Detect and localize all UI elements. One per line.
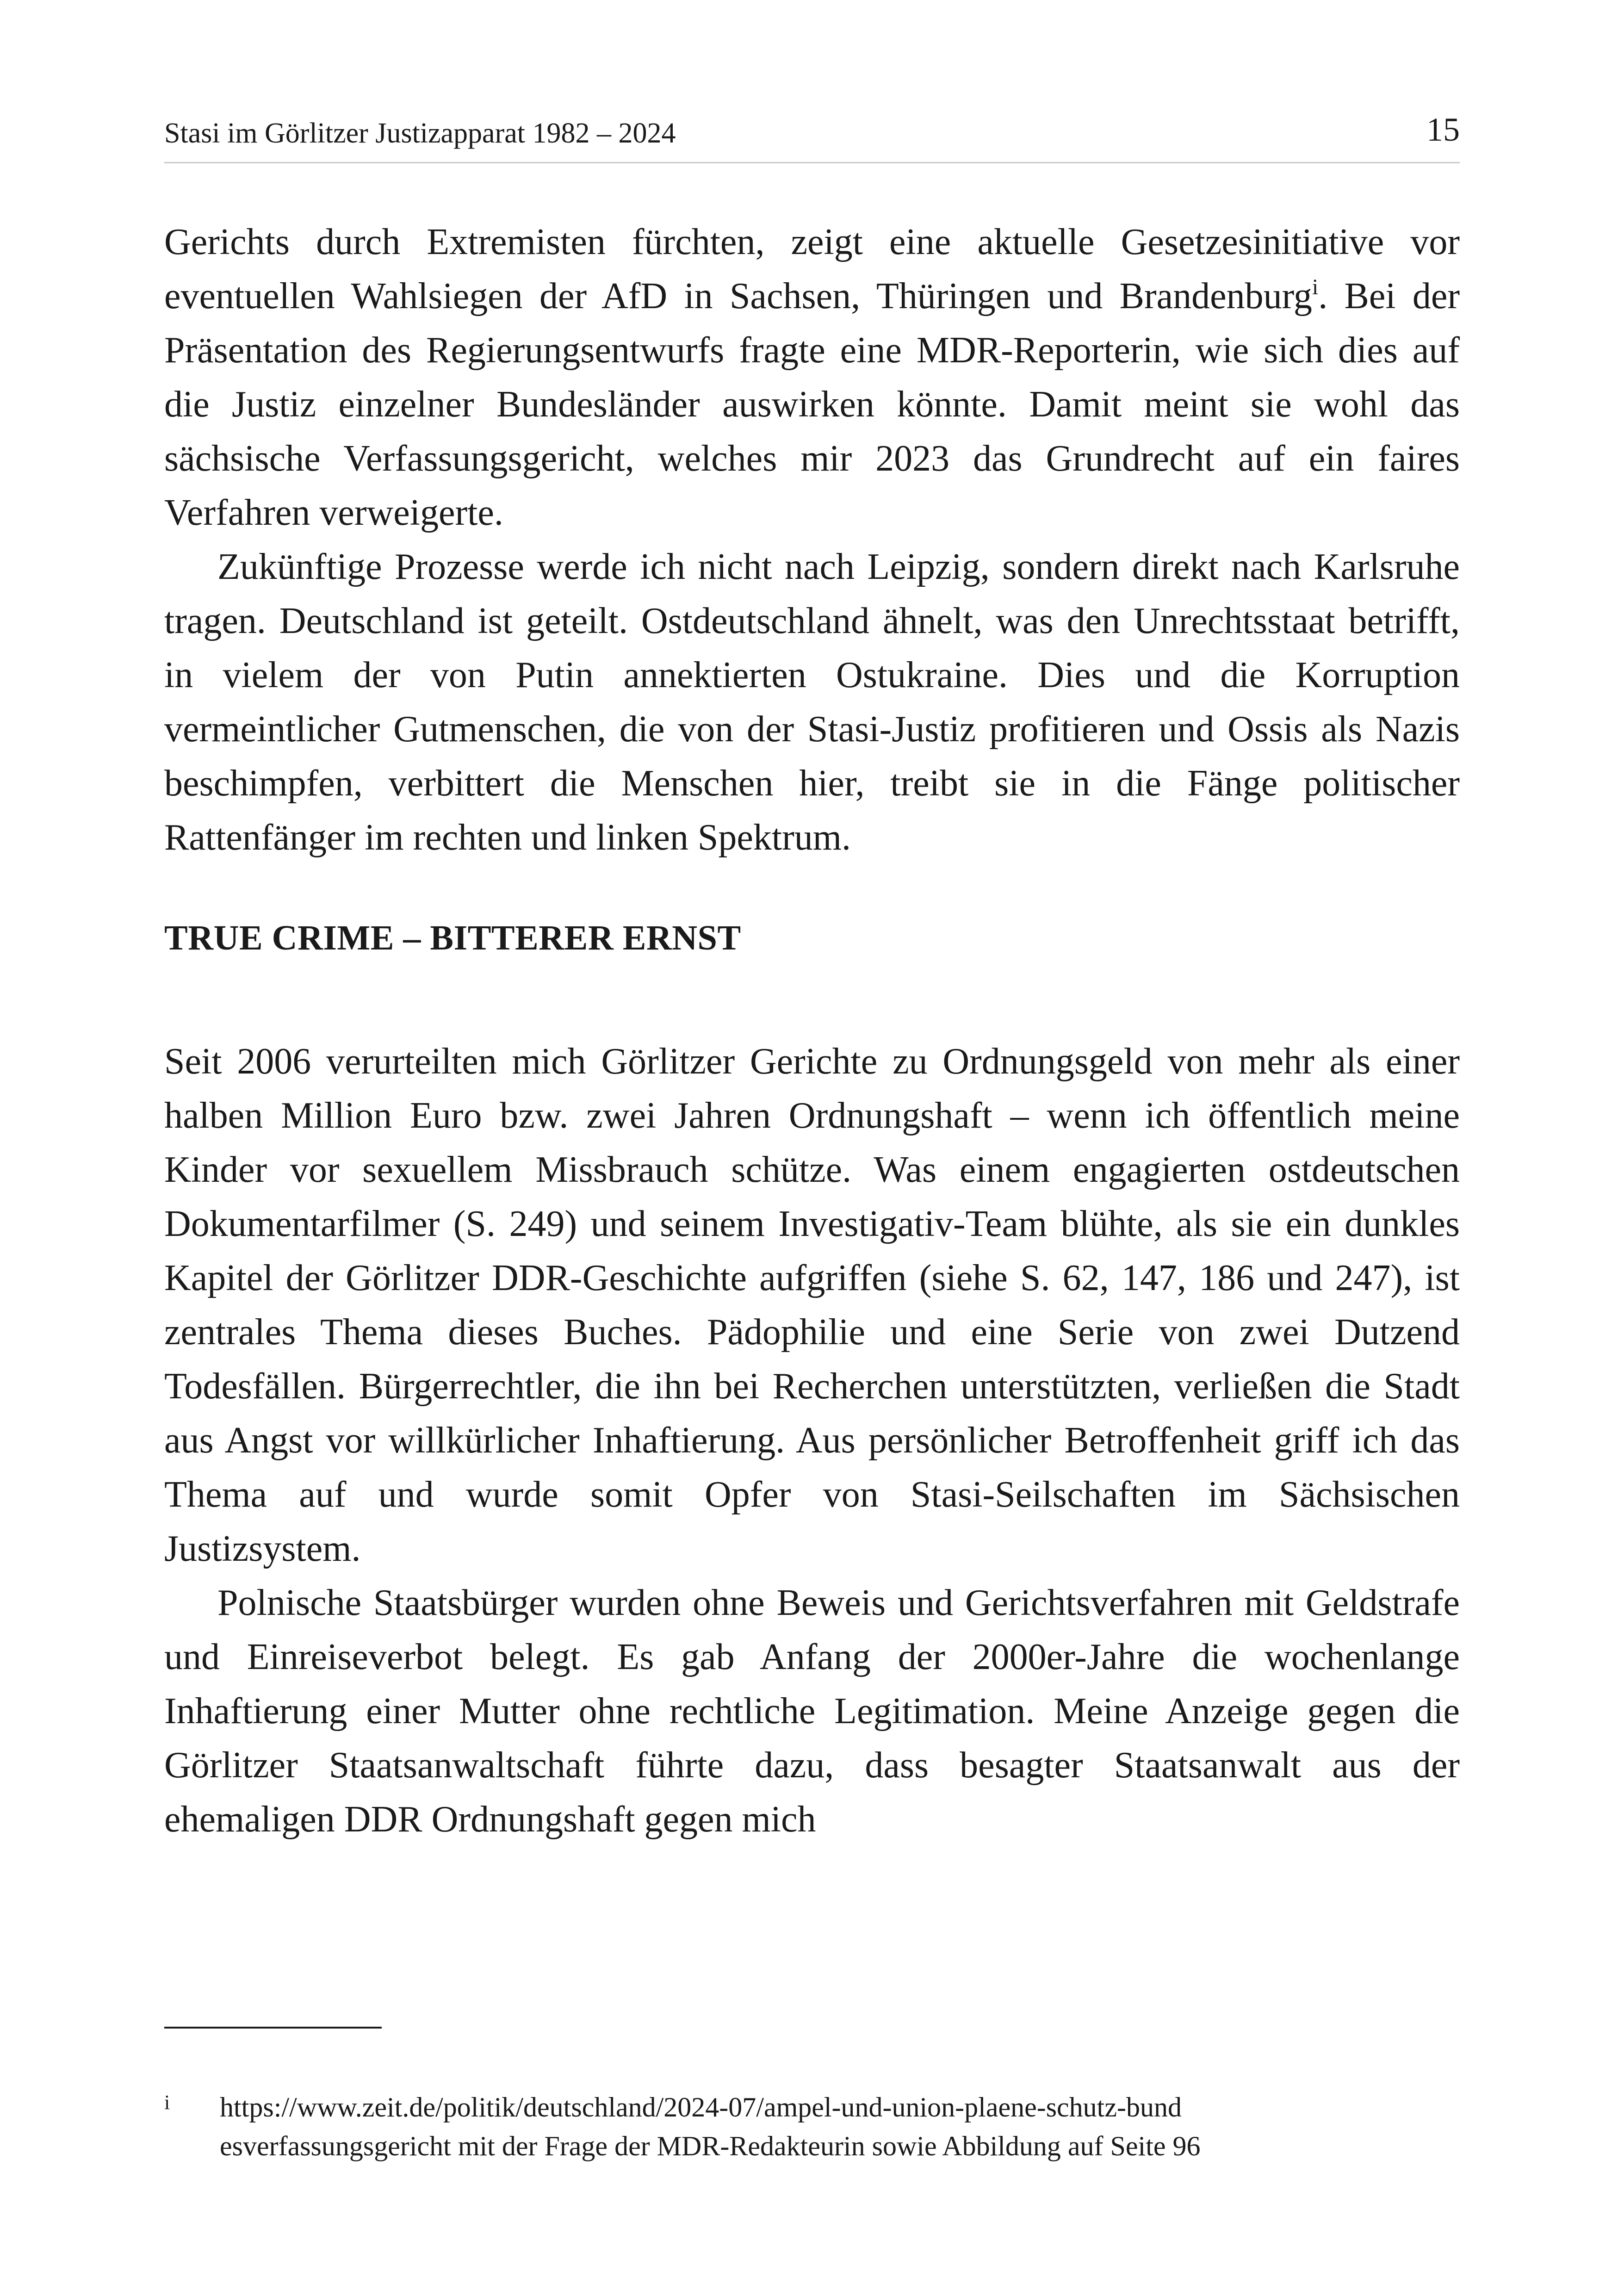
paragraph-2: Zukünftige Prozesse werde ich nicht nach Leipzig, sondern direkt nach Karlsruhe tragen. Deutschland ist geteilt. Ostdeutschland ähnelt, was den Unrechtsstaat betrifft, in vielem der von Putin annektierten Ostukraine. Dies und die Korruption vermeintlicher Gutmenschen, die von der Stasi-Justiz profitieren und Ossis als Nazis beschimpfen, verbittert die Menschen hier, treibt sie in die Fänge politischer Rattenfänger im rechten und linken Spektrum.	[164, 546, 1460, 858]
paragraph-3: Seit 2006 verurteilten mich Görlitzer Gerichte zu Ordnungsgeld von mehr als einer halben Million Euro bzw. zwei Jahren Ordnungshaft – wenn ich öffentlich meine Kinder vor sexuellem Missbrauch schütze. Was einem engagierten ostdeutschen Dokumentarfilmer (S. 249) und seinem Investigativ-Team blühte, als sie ein dunkles Kapitel der Görlitzer DDR-Geschichte aufgriffen (siehe S. 62, 147, 186 und 247), ist zentrales Thema dieses Buches. Pädophilie und eine Serie von zwei Dutzend Todesfällen. Bürgerrechtler, die ihn bei Recherchen unterstützten, verließen die Stadt aus Angst vor willkürlicher Inhaftierung. Aus persönlicher Betroffenheit griff ich das Thema auf und wurde somit Opfer von Stasi-Seilschaften im Sächsischen Justizsystem.	[164, 1041, 1460, 1569]
footnote-separator	[164, 2027, 382, 2029]
footnote-line-2: esverfassungsgericht mit der Frage der MDR-Redakteurin sowie Abbildung auf Seite 96	[220, 2131, 1201, 2161]
running-header	[164, 111, 1460, 163]
footnote-line-1: https://www.zeit.de/politik/deutschland/2024-07/ampel-und-union-plaene-schutz-bund	[220, 2092, 1182, 2122]
book-page	[164, 0, 1460, 2296]
paragraph-4: Polnische Staatsbürger wurden ohne Beweis und Gerichtsverfahren mit Geldstrafe und Einreiseverbot belegt. Es gab Anfang der 2000er-Jahre die wochenlange Inhaftierung einer Mutter ohne rechtliche Legitimation. Meine Anzeige gegen die Görlitzer Staatsanwaltschaft führte dazu, dass besagter Staatsanwalt aus der ehemaligen DDR Ordnungshaft gegen mich	[164, 1582, 1460, 1840]
footnote-reference: i	[1312, 275, 1319, 299]
paragraph-1-end: . Bei der Präsentation des Regierungsentwurfs fragte eine MDR-Reporterin, wie sich dies auf die Justiz einzelner Bundesländer auswirken könnte. Damit meint sie wohl das sächsische Verfassungsgericht, welches mir 2023 das Grundrecht auf ein faires Verfahren verweigerte.	[164, 276, 1460, 533]
footnote	[164, 2088, 1460, 2166]
paragraph-1-start: Gerichts durch Extremisten fürchten, zeigt eine aktuelle Gesetzesinitiative vor eventuellen Wahlsiegen der AfD in Sachsen, Thüringen und Brandenburg	[164, 222, 1460, 316]
page-number: 15	[1426, 111, 1460, 148]
footnote-marker: i	[164, 2091, 170, 2114]
paragraph-1	[164, 215, 1460, 540]
body-text	[164, 215, 1460, 1847]
section-heading: TRUE CRIME – BITTERER ERNST	[164, 918, 741, 957]
footnote-text	[220, 2088, 1460, 2166]
running-title: Stasi im Görlitzer Justizapparat 1982 – 2024	[164, 118, 676, 149]
